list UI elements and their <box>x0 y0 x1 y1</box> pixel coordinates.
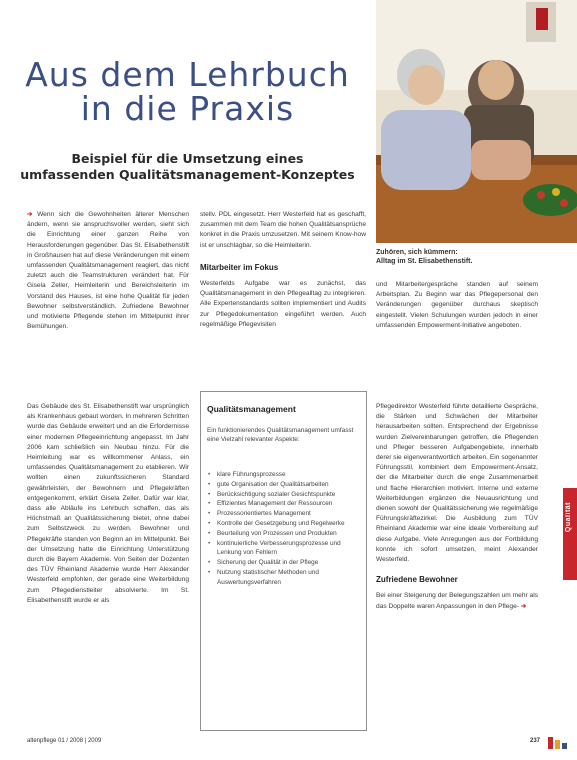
column-1 <box>27 210 189 332</box>
column-3 <box>376 280 538 331</box>
info-box-intro: Ein funktionierendes Qualitätsmanagement umfasst eine Vielzahl relevanter Aspekte: <box>207 427 354 444</box>
subtitle-line1: Beispiel für die Umsetzung eines <box>71 151 304 166</box>
col3-paragraph-3-text: Bei einer Steigerung der Belegungszahlen um mehr als das Doppelte waren Anpassungen in den Pflege- <box>376 592 538 610</box>
col1-paragraph-1 <box>27 210 189 332</box>
logo-icon <box>548 736 568 748</box>
list-item: • Effizientes Management der Ressourcen <box>207 499 361 509</box>
photo-caption-line2: Alltag im St. Elisabethenstift. <box>376 258 473 265</box>
page-number: 237 <box>530 738 541 744</box>
section-heading-bewohner: Zufriedene Bewohner <box>376 575 458 585</box>
page-title-line1: Aus dem Lehrbuch <box>25 55 350 94</box>
list-item: • Beurteilung von Prozessen und Produkten <box>207 529 361 539</box>
article-photo <box>376 0 577 243</box>
section-heading-mitarbeiter: Mitarbeiter im Fokus <box>200 262 279 272</box>
list-item: • Nutzung statistischer Methoden und Auswertungsverfahren <box>207 568 361 588</box>
subtitle-line2: umfassenden Qualitätsmanagement-Konzeptes <box>20 167 355 182</box>
continue-arrow-icon: ➔ <box>520 602 527 610</box>
info-box-list <box>207 470 361 588</box>
col1-paragraph-2: Das Gebäude des St. Elisabethenstift war ursprünglich als Krankenhaus gebaut worden. In mehreren Schritten wurde das Gebäude erweitert und an die Erfordernisse einer modernen Pflegeeinrichtung angepasst. Im Jahr 2006 kam schließlich ein Neubau hinzu. Für die Heimleitung war es willkommener Anlass, ein umfassendes Qualitätsmanagement zu etablieren. Wir wollten einen zukunftssicheren Standard gewährleisten, der Bewohnern und Pflegekräften entgegenkommt, erklärt Gisela Zeller. Dafür war klar, dass alle Abläufe ins Lehrbuch schaffen, das als Höchstmaß an Qualitätssicherung bietet, ohne dabei zum Selbstzweck zu werden. Bewohner und Pflegekräfte standen von Beginn an im Mittelpunkt. Bei der Umsetzung hatte die Einrichtung Unterstützung durch die Bayern Akademie. Von Seiten der Dozenten des TÜV Rheinland Akademie wurde Herr Alexander Westerfeld empfohlen, der gerade eine Weiterbildung zum Pflegedienstleiter absolvierte. Im St. Elisabethenstift wurde er als <box>27 403 189 604</box>
col2-paragraph-2: Westerfelds Aufgabe war es zunächst, das Qualitätsmanagement in den Pflegealltag zu integrieren. Alle Expertenstandards sollten implementiert und Audits zur Pflegedokumentation eingeführt werden. Auch regelmäßige Pflegevisiten <box>200 280 366 328</box>
list-item: • Prozessorientiertes Management <box>207 509 361 519</box>
list-item: • Kontrolle der Gesetzgebung und Regelwerke <box>207 519 361 529</box>
photo-caption <box>376 248 576 266</box>
col3-paragraph-3 <box>376 591 538 611</box>
page-title-line2: in die Praxis <box>80 89 295 128</box>
photo-caption-line1: Zuhören, sich kümmern: <box>376 249 458 256</box>
col3-paragraph-2: Pflegedirektor Westerfeld führte detaillierte Gespräche, die Stärken und Schwächen der Mitarbeiter herausarbeiten sollten. Entsprechend der Ergebnisse wurden Zielvereinbarungen getroffen, die Pflegenden und Pfleger besseren Aufgabengebiete, innerhalb derer sie eigenverantwortlich arbeiten. Ein sogenannter Führungsstil, kombiniert dem Empowerment-Ansatz, der die Mitarbeiter durch die enge Zusammenarbeit und flache Hierarchien motiviert. Interne und externe Weiterbildungen ergänzen die Neuausrichtung und dienen sowohl der Qualitätssicherung wie regelmäßige Führungskräftezirkel. Die Ausbildung zum TÜV Rheinland Akademie war eine ideale Vorbereitung auf diese Aufgabe. Viele Anregungen aus der Fortbildung konnte ich sofort umsetzen, meint Alexander Westerfeld. <box>376 403 538 564</box>
arrow-icon: ➔ <box>27 211 38 218</box>
section-tab-label: Qualität <box>565 502 572 533</box>
list-item: • Berücksichtigung sozialer Gesichtspunkte <box>207 490 361 500</box>
column-2 <box>200 210 366 330</box>
col1-paragraph-1-text: Wenn sich die Gewohnheiten älterer Menschen ändern, wenn sie anspruchsvoller werden, sieht sich die Einrichtung einer ganzen Reihe von Herausforderungen gegenüber. Das St. Elisabethenstift in Großhausen hat auf diese Veränderungen mit einem umfassenden Qualitätsmanagement reagiert, das nicht zuletzt auch die Teamstrukturen verändert hat. Für Gisela Zeller, Heimleiterin und Bereichsleiterin im Vorstand des Hauses, ist eine hohe Qualität für jeden Bewohner selbstverständlich. Zufriedene Bewohner und motivierte Pflegende stehen im Mittelpunkt ihrer Bemühungen. <box>27 211 189 331</box>
list-item: • klare Führungsprozesse <box>207 470 361 480</box>
info-box-qualitaetsmanagement <box>200 391 367 731</box>
list-item: • gute Organisation der Qualitätsarbeiten <box>207 480 361 490</box>
col2-paragraph-1: stellv. PDL eingesetzt. Herr Westerfeld hat es geschafft, zusammen mit dem Team die hohen Qualitätsansprüche konkret in die Praxis umzusetzen. Mit seinem Know-how ist er unschlagbar, so die Heimleiterin. <box>200 211 366 249</box>
list-item: • kontinuierliche Verbesserungsprozesse und Lenkung von Fehlern <box>207 539 361 559</box>
list-item: • Sicherung der Qualität in der Pflege <box>207 558 361 568</box>
col3-paragraph-1: und Mitarbeitergespräche standen auf seinem Arbeitsplan. Zu Beginn war das Pflegepersonal den Veränderungen gegenüber durchaus skeptisch eingestellt. Vielen Schulungen wurden jedoch in einer umfassenden Empowerment-Initiative angeboten. <box>376 281 538 329</box>
section-tab <box>563 488 577 580</box>
footer-publication: altenpflege 01 / 2008 | 2009 <box>27 738 102 744</box>
info-box-title: Qualitätsmanagement <box>207 404 296 414</box>
column-3-lower <box>376 402 538 612</box>
